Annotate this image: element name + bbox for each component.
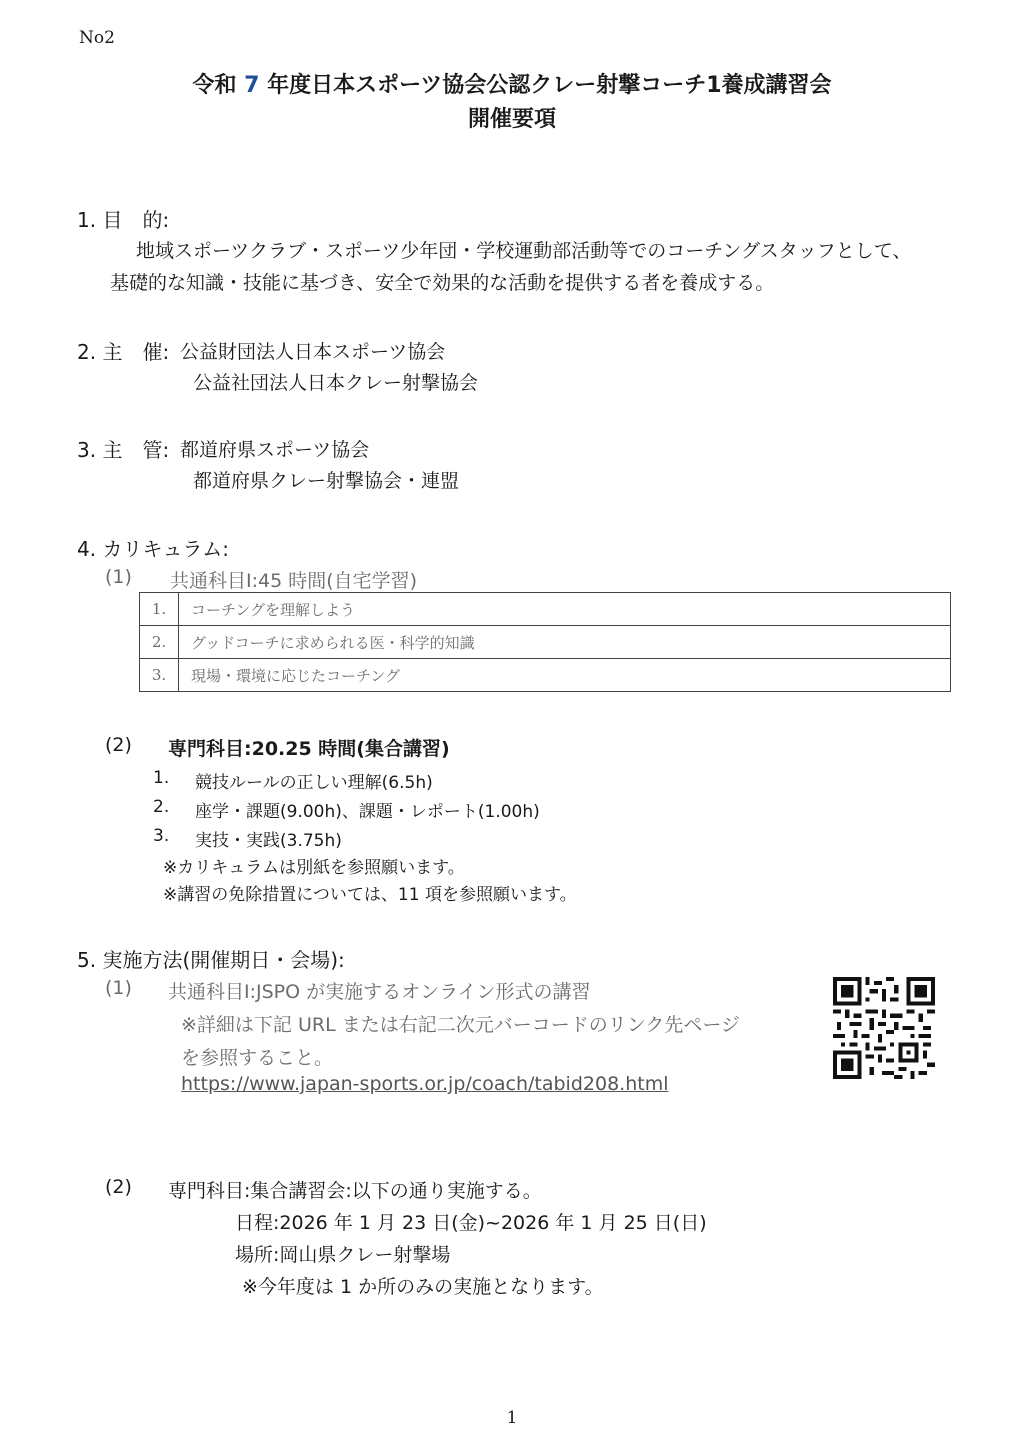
curriculum-part-2-label: (2) — [105, 734, 132, 756]
title-year: 7 — [244, 73, 260, 98]
coach-info-link[interactable]: https://www.japan-sports.or.jp/coach/tabid208.html — [181, 1073, 669, 1095]
management-org-2: 都道府県クレー射撃協会・連盟 — [193, 470, 460, 492]
table-cell-number: 3. — [140, 659, 179, 692]
purpose-line-2: 基礎的な知識・技能に基づき、安全で効果的な活動を提供する者を養成する。 — [110, 272, 775, 294]
specialty-item: 座学・課題(9.00h)、課題・レポート(1.00h) — [195, 802, 540, 822]
curriculum-note-2: ※講習の免除措置については、11 項を参照願います。 — [163, 885, 577, 905]
section-5-heading: 5. 実施方法(開催期日・会場): — [77, 948, 345, 972]
curriculum-part-1-label: (1) — [105, 566, 132, 588]
table-cell-subject: コーチングを理解しよう — [179, 593, 951, 626]
host-org-1: 公益財団法人日本スポーツ協会 — [180, 341, 446, 363]
section-3-heading: 3. 主 管: — [77, 438, 170, 462]
table-row — [140, 626, 951, 659]
curriculum-part-1-title: 共通科目Ⅰ:45 時間(自宅学習) — [170, 570, 418, 592]
qr-code-icon[interactable] — [833, 977, 935, 1079]
title-prefix: 令和 — [192, 73, 237, 98]
venue-note: ※今年度は 1 か所のみの実施となります。 — [242, 1276, 604, 1298]
specialty-item: 実技・実践(3.75h) — [195, 831, 342, 851]
page-number: 1 — [506, 1408, 518, 1428]
curriculum-part-2-title: 専門科目:20.25 時間(集合講習) — [168, 738, 450, 760]
method-part-1-line: 共通科目Ⅰ:JSPO が実施するオンライン形式の講習 — [168, 981, 591, 1003]
page-title — [0, 68, 1024, 99]
method-part-1-note-1: ※詳細は下記 URL または右記二次元バーコードのリンク先ページ — [181, 1014, 740, 1036]
management-org-1: 都道府県スポーツ協会 — [180, 439, 370, 461]
specialty-item-number: 2. — [153, 797, 170, 817]
specialty-item: 競技ルールの正しい理解(6.5h) — [195, 773, 433, 793]
host-org-2: 公益社団法人日本クレー射撃協会 — [193, 372, 479, 394]
table-row — [140, 659, 951, 692]
method-part-2-label: (2) — [105, 1176, 132, 1198]
method-part-1-label: (1) — [105, 977, 132, 999]
venue: 場所:岡山県クレー射撃場 — [235, 1244, 451, 1266]
page-label: No2 — [79, 28, 115, 48]
section-4-heading: 4. カリキュラム: — [77, 537, 229, 561]
section-2-heading: 2. 主 催: — [77, 340, 170, 364]
curriculum-note-1: ※カリキュラムは別紙を参照願います。 — [163, 858, 465, 878]
table-row — [140, 593, 951, 626]
method-part-1-note-2: を参照すること。 — [181, 1047, 334, 1069]
table-cell-number: 1. — [140, 593, 179, 626]
title-main: 年度日本スポーツ協会公認クレー射撃コーチ1養成講習会 — [267, 73, 832, 98]
schedule: 日程:2026 年 1 月 23 日(金)~2026 年 1 月 25 日(日) — [235, 1212, 707, 1234]
specialty-item-number: 3. — [153, 826, 170, 846]
common-subjects-table — [139, 592, 951, 692]
specialty-item-number: 1. — [153, 768, 170, 788]
page-subtitle: 開催要項 — [467, 107, 556, 132]
purpose-line-1: 地域スポーツクラブ・スポーツ少年団・学校運動部活動等でのコーチングスタッフとして、 — [136, 240, 912, 262]
method-part-2-line: 専門科目:集合講習会:以下の通り実施する。 — [168, 1180, 542, 1202]
table-cell-number: 2. — [140, 626, 179, 659]
table-cell-subject: 現場・環境に応じたコーチング — [179, 659, 951, 692]
section-1-heading: 1. 目 的: — [77, 208, 170, 232]
table-cell-subject: グッドコーチに求められる医・科学的知識 — [179, 626, 951, 659]
